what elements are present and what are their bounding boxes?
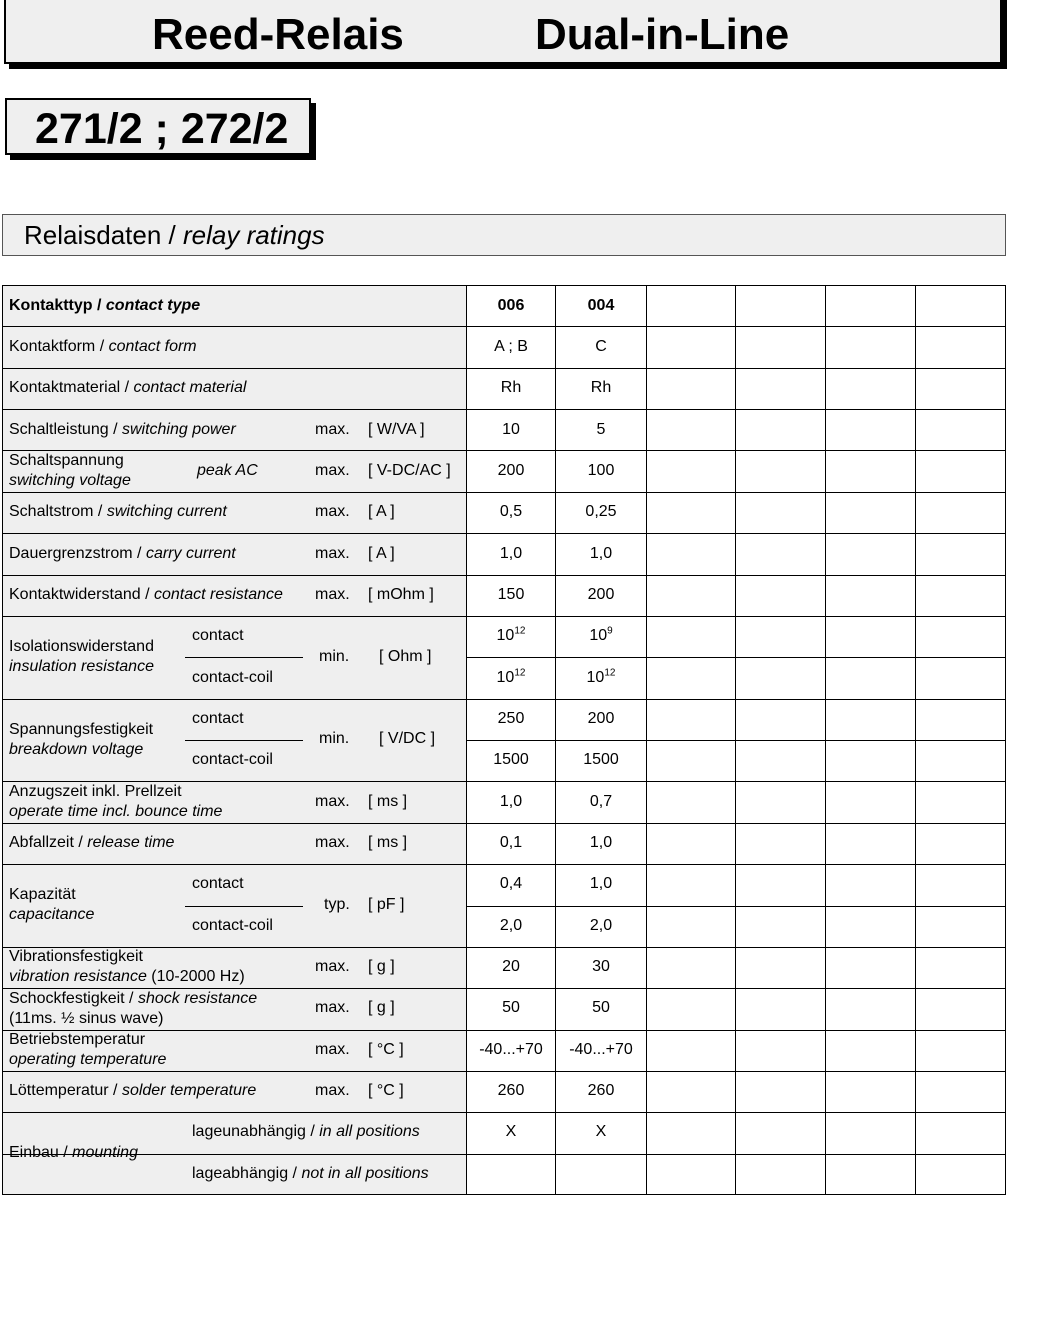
row-insulation-de: Isolationswiderstand bbox=[9, 638, 154, 655]
unit-label: [ ms ] bbox=[368, 793, 408, 810]
grid-line bbox=[2, 864, 1006, 865]
cell: 20 bbox=[502, 958, 520, 975]
grid-line bbox=[2, 409, 1006, 410]
grid-line bbox=[2, 575, 1006, 576]
peak-ac-note: peak AC bbox=[197, 462, 258, 479]
row-contact-material: Kontaktmaterial / contact material bbox=[9, 379, 247, 396]
row-operate-time-en: operate time incl. bounce time bbox=[9, 803, 223, 820]
type-004: 004 bbox=[587, 297, 615, 314]
row-carry-current: Dauergrenzstrom / carry current bbox=[9, 545, 236, 562]
cell: 0,1 bbox=[499, 834, 523, 851]
cell: 1,0 bbox=[589, 875, 613, 892]
cell: 5 bbox=[596, 421, 606, 438]
grid-line bbox=[2, 699, 1006, 700]
cell: 200 bbox=[587, 586, 615, 603]
unit-label: [ g ] bbox=[368, 958, 395, 975]
row-switching-power: Schaltleistung / switching power bbox=[9, 421, 236, 438]
grid-line bbox=[2, 533, 1006, 534]
row-mounting: Einbau / mounting bbox=[9, 1144, 138, 1161]
cell: 0,25 bbox=[585, 503, 617, 520]
unit-label: [ pF ] bbox=[368, 896, 405, 913]
cell: 0,5 bbox=[499, 503, 523, 520]
cell: X bbox=[595, 1123, 607, 1140]
row-operate-time-de: Anzugszeit inkl. Prellzeit bbox=[9, 783, 182, 800]
row-switching-voltage-en: switching voltage bbox=[9, 472, 131, 489]
grid-line bbox=[466, 657, 1006, 658]
limit-label: max. bbox=[315, 1041, 350, 1058]
cell: 150 bbox=[497, 586, 525, 603]
cell: 260 bbox=[497, 1082, 525, 1099]
sub-not-all-positions: lageabhängig / not in all positions bbox=[192, 1165, 429, 1182]
cell: 260 bbox=[587, 1082, 615, 1099]
grid-line bbox=[2, 450, 1006, 451]
cell: $10^{12}$ bbox=[496, 625, 526, 644]
cell: 50 bbox=[502, 999, 520, 1016]
limit-label: max. bbox=[315, 1082, 350, 1099]
limit-label: max. bbox=[315, 503, 350, 520]
cell: 1500 bbox=[583, 751, 619, 768]
cell: -40...+70 bbox=[479, 1041, 543, 1058]
unit-label: [ V/DC ] bbox=[379, 730, 436, 747]
limit-label: max. bbox=[315, 999, 350, 1016]
limit-label: max. bbox=[315, 421, 350, 438]
cell: X bbox=[505, 1123, 517, 1140]
limit-label: max. bbox=[315, 586, 350, 603]
row-capacitance-en: capacitance bbox=[9, 906, 95, 923]
grid-line bbox=[2, 947, 1006, 948]
row-capacitance-de: Kapazität bbox=[9, 886, 76, 903]
cell: -40...+70 bbox=[569, 1041, 633, 1058]
model-number: 271/2 ; 272/2 bbox=[35, 105, 289, 153]
cell: $10^{12}$ bbox=[496, 667, 526, 686]
cell: 1500 bbox=[493, 751, 529, 768]
title-dual-in-line: Dual-in-Line bbox=[535, 10, 790, 59]
row-shock-line2: (11ms. ½ sinus wave) bbox=[9, 1010, 164, 1027]
row-vibration-de: Vibrationsfestigkeit bbox=[9, 948, 143, 965]
cell: 10 bbox=[502, 421, 520, 438]
cell: 250 bbox=[497, 710, 525, 727]
unit-label: [ Ohm ] bbox=[379, 648, 432, 665]
limit-label: max. bbox=[315, 793, 350, 810]
row-vibration-en: vibration resistance (10-2000 Hz) bbox=[9, 968, 245, 985]
grid-line bbox=[185, 740, 303, 741]
limit-label: min. bbox=[319, 648, 350, 665]
grid-line bbox=[2, 368, 1006, 369]
grid-line bbox=[466, 740, 1006, 741]
grid-line bbox=[2, 285, 3, 1195]
row-shock-de: Schockfestigkeit / shock resistance bbox=[9, 990, 258, 1007]
section-header bbox=[2, 214, 1006, 256]
row-insulation-en: insulation resistance bbox=[9, 658, 154, 675]
title-reed-relais: Reed-Relais bbox=[152, 10, 404, 59]
model-banner bbox=[5, 98, 311, 155]
sub-contact: contact bbox=[192, 875, 244, 892]
cell: 100 bbox=[587, 462, 615, 479]
unit-label: [ ms ] bbox=[368, 834, 408, 851]
cell: 1,0 bbox=[589, 545, 613, 562]
sub-contact-coil: contact-coil bbox=[192, 669, 273, 686]
sub-contact: contact bbox=[192, 627, 244, 644]
unit-label: [ °C ] bbox=[368, 1041, 404, 1058]
unit-label: [ W/VA ] bbox=[368, 421, 425, 438]
sub-all-positions: lageunabhängig / in all positions bbox=[192, 1123, 420, 1140]
cell: 1,0 bbox=[499, 793, 523, 810]
section-title: Relaisdaten / relay ratings bbox=[24, 220, 325, 250]
sub-contact-coil: contact-coil bbox=[192, 917, 273, 934]
grid-line bbox=[2, 1071, 1006, 1072]
grid-line bbox=[2, 285, 1006, 286]
limit-label: max. bbox=[315, 462, 350, 479]
row-release-time: Abfallzeit / release time bbox=[9, 834, 175, 851]
unit-label: [ A ] bbox=[368, 545, 395, 562]
limit-label: max. bbox=[315, 834, 350, 851]
cell: 1,0 bbox=[499, 545, 523, 562]
cell: 2,0 bbox=[589, 917, 613, 934]
header-contact-type: Kontakttyp / contact type bbox=[9, 297, 201, 314]
cell: 2,0 bbox=[499, 917, 523, 934]
grid-line bbox=[2, 616, 1006, 617]
cell: 0,4 bbox=[499, 875, 523, 892]
ratings-table bbox=[2, 285, 1006, 1195]
cell: $10^9$ bbox=[589, 625, 613, 644]
cell: 50 bbox=[592, 999, 610, 1016]
cell: 1,0 bbox=[589, 834, 613, 851]
limit-label: min. bbox=[319, 730, 350, 747]
row-solder-temp: Löttemperatur / solder temperature bbox=[9, 1082, 257, 1099]
cell: 0,7 bbox=[589, 793, 613, 810]
sub-contact-coil: contact-coil bbox=[192, 751, 273, 768]
grid-line bbox=[2, 1194, 1006, 1195]
cell: $10^{12}$ bbox=[586, 667, 616, 686]
sub-contact: contact bbox=[192, 710, 244, 727]
row-breakdown-en: breakdown voltage bbox=[9, 741, 144, 758]
row-switching-voltage-de: Schaltspannung bbox=[9, 452, 124, 469]
grid-line bbox=[2, 326, 1006, 327]
unit-label: [ V-DC/AC ] bbox=[368, 462, 451, 479]
grid-line bbox=[466, 1154, 1006, 1155]
unit-label: [ g ] bbox=[368, 999, 395, 1016]
grid-line bbox=[2, 1112, 1006, 1113]
cell: 200 bbox=[497, 462, 525, 479]
title-banner bbox=[4, 0, 1002, 64]
row-operating-temp-en: operating temperature bbox=[9, 1051, 167, 1068]
grid-line bbox=[2, 1030, 1006, 1031]
cell: 30 bbox=[592, 958, 610, 975]
unit-label: [ °C ] bbox=[368, 1082, 404, 1099]
cell: A ; B bbox=[494, 338, 528, 355]
cell: C bbox=[595, 338, 607, 355]
row-operating-temp-de: Betriebstemperatur bbox=[9, 1031, 146, 1048]
limit-label: max. bbox=[315, 958, 350, 975]
limit-label: typ. bbox=[324, 896, 350, 913]
cell: Rh bbox=[590, 379, 612, 396]
grid-line bbox=[185, 657, 303, 658]
unit-label: [ mOhm ] bbox=[368, 586, 434, 603]
row-contact-form: Kontaktform / contact form bbox=[9, 338, 197, 355]
unit-label: [ A ] bbox=[368, 503, 395, 520]
cell: Rh bbox=[500, 379, 522, 396]
row-contact-resistance: Kontaktwiderstand / contact resistance bbox=[9, 586, 283, 603]
row-switching-current: Schaltstrom / switching current bbox=[9, 503, 227, 520]
grid-line bbox=[185, 1154, 303, 1155]
row-breakdown-de: Spannungsfestigkeit bbox=[9, 721, 154, 738]
grid-line bbox=[2, 823, 1006, 824]
grid-line bbox=[185, 906, 303, 907]
grid-line bbox=[466, 906, 1006, 907]
grid-line bbox=[2, 492, 1006, 493]
cell: 200 bbox=[587, 710, 615, 727]
limit-label: max. bbox=[315, 545, 350, 562]
type-006: 006 bbox=[497, 297, 525, 314]
